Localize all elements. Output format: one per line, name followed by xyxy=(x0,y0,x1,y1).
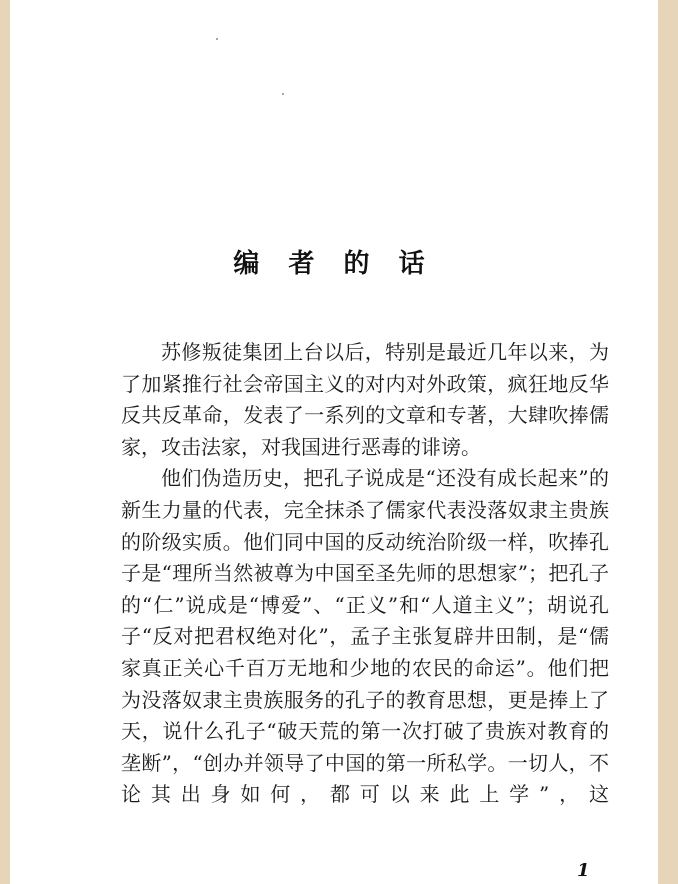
document-body xyxy=(121,337,609,811)
page-speck xyxy=(282,93,284,95)
page-title: 编 者 的 话 xyxy=(233,249,435,279)
document-page xyxy=(10,0,658,884)
paragraph-1: 苏修叛徒集团上台以后，特别是最近几年以来，为了加紧推行社会帝国主义的对内对外政策，疯狂地反华反共反革命，发表了一系列的文章和专著，大肆吹捧儒家，攻击法家，对我国进行恶毒的诽谤。 xyxy=(121,340,609,459)
paragraph-2: 他们伪造历史，把孔子说成是“还没有成长起来”的新生力量的代表，完全抹杀了儒家代表没落奴隶主贵族的阶级实质。他们同中国的反动统治阶级一样，吹捧孔子是“理所当然被尊为中国至圣先师的思想家”；把孔子的“仁”说成是“博爱”、“正义”和“人道主义”；胡说孔子“反对把君权绝对化”，孟子主张复辟井田制，是“儒家真正关心千百万无地和少地的农民的命运”。他们把为没落奴隶主贵族服务的孔子的教育思想，更是捧上了天，说什么孔子“破天荒的第一次打破了贵族对教育的垄断”，“创办并领导了中国的第一所私学。一切人，不论其出身如何，都可以来此上学”，这 xyxy=(121,466,609,807)
page-number: 1 xyxy=(577,860,590,881)
page-speck xyxy=(216,38,218,40)
